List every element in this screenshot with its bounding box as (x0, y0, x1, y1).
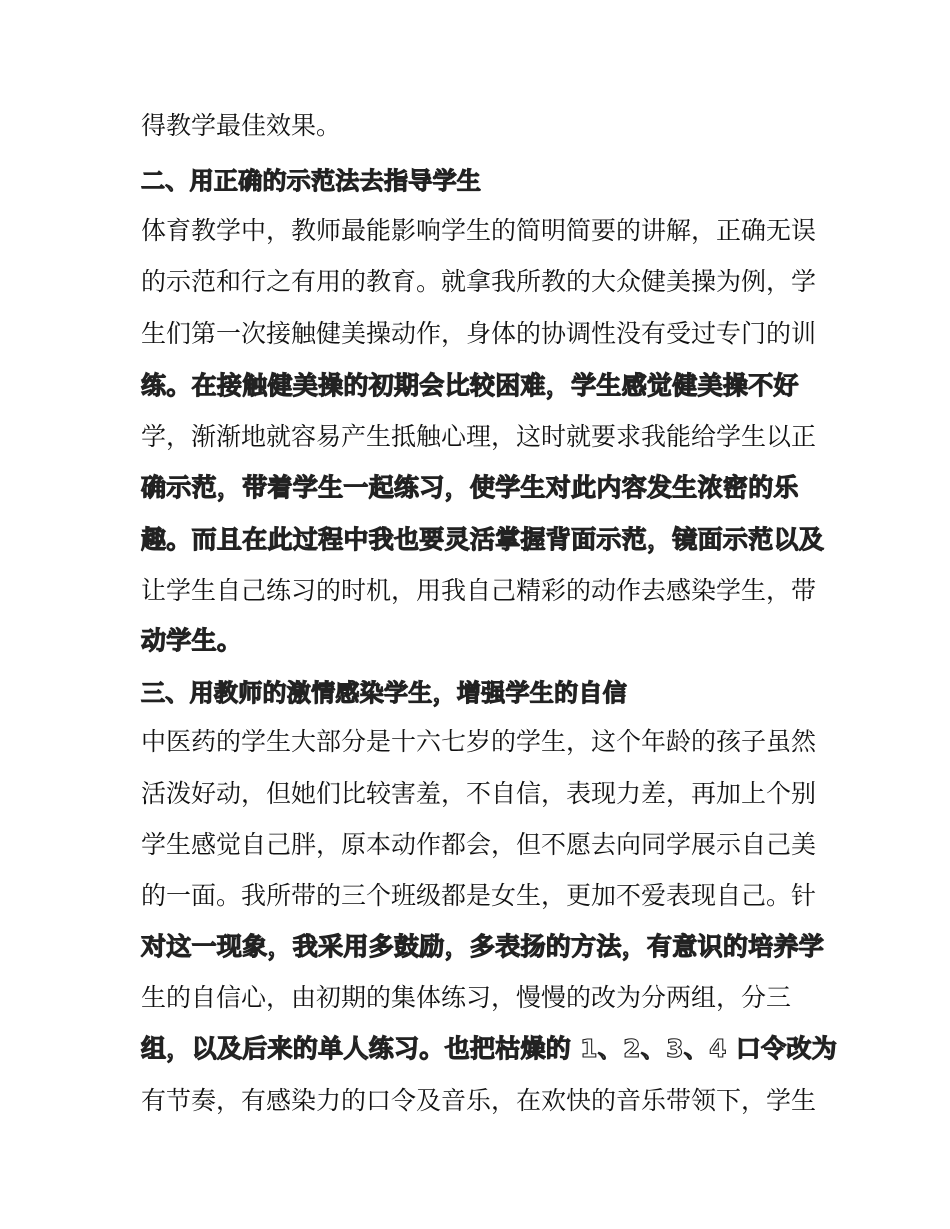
text-line: 确示范，带着学生一起练习，使学生对此内容发生浓密的乐 (141, 473, 799, 502)
text-line: 学，渐渐地就容易产生抵触心理，这时就要求我能给学生以正 (141, 422, 817, 451)
text-line: 让学生自己练习的时机，用我自己精彩的动作去感染学生，带 (141, 576, 817, 605)
text-line: 对这一现象，我采用多鼓励，多表扬的方法，有意识的培养学 (141, 932, 825, 961)
text-line: 趣。而且在此过程中我也要灵活掌握背面示范，镜面示范以及 (141, 525, 825, 554)
text-line: 体育教学中，教师最能影响学生的简明简要的讲解，正确无误 (141, 216, 817, 245)
text-line: 得教学最佳效果。 (141, 111, 342, 140)
section-heading: 二、用正确的示范法去指导学生 (141, 167, 482, 195)
text-line: 中医药的学生大部分是十六七岁的学生，这个年龄的孩子虽然 (141, 727, 817, 756)
text-line: 的示范和行之有用的教育。就拿我所教的大众健美操为例，学 (141, 267, 817, 296)
text-line: 活泼好动，但她们比较害羞，不自信，表现力差，再加上个别 (141, 779, 817, 808)
text-line: 学生感觉自己胖，原本动作都会，但不愿去向同学展示自己美 (141, 830, 817, 859)
text-line: 生的自信心，由初期的集体练习，慢慢的改为分两组，分三 (141, 983, 792, 1012)
text-line: 练。在接触健美操的初期会比较困难，学生感觉健美操不好 (141, 371, 799, 400)
section-heading: 三、用教师的激情感染学生，增强学生的自信 (141, 679, 627, 707)
text-line: 动学生。 (141, 626, 243, 655)
text-line: 生们第一次接触健美操动作，身体的协调性没有受过专门的训 (141, 319, 817, 348)
text-line: 组，以及后来的单人练习。也把枯燥的 1、2、3、4 口令改为 (141, 1034, 837, 1063)
text-line: 的一面。我所带的三个班级都是女生，更加不爱表现自己。针 (141, 881, 817, 910)
text-line: 有节奏，有感染力的口令及音乐，在欢快的音乐带领下，学生 (141, 1086, 817, 1115)
